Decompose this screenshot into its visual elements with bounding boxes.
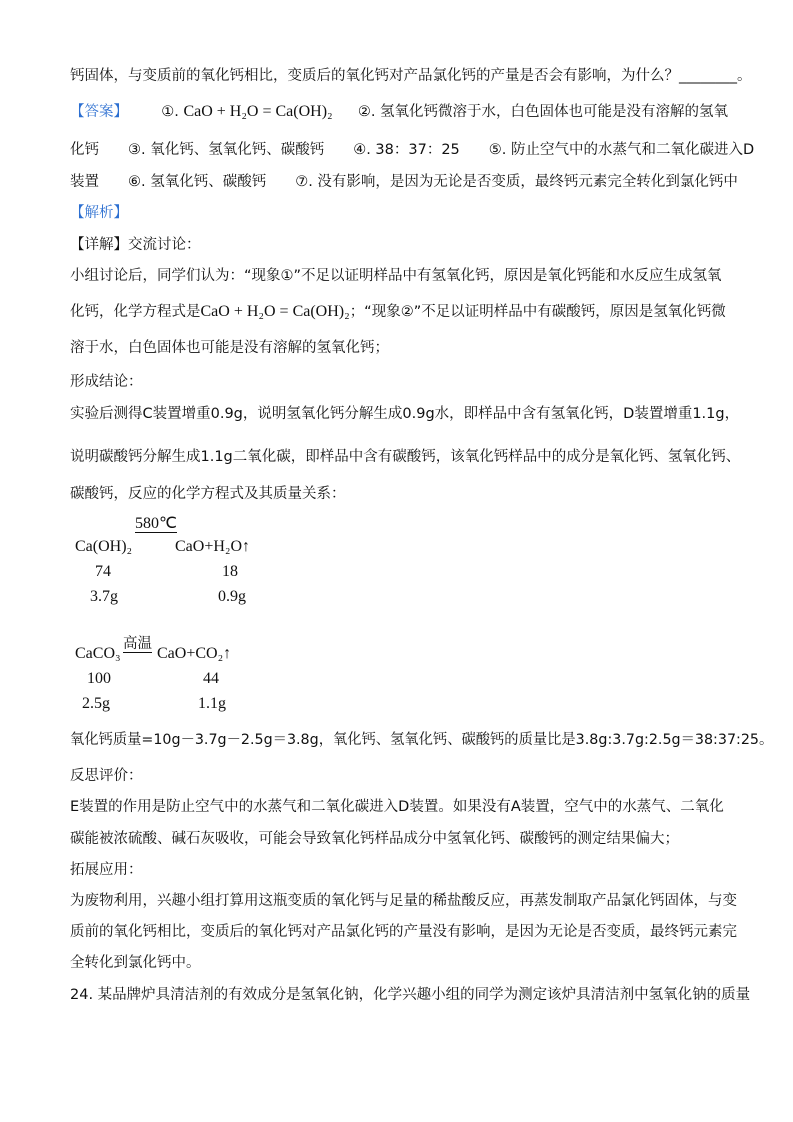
eq2-value-right: 1.1g <box>198 695 226 712</box>
paragraph-1b <box>70 302 726 322</box>
eq2-condition: 高温 <box>123 636 152 652</box>
paragraph-5a: 为废物利用，兴趣小组打算用这瓶变质的氧化钙与足量的稀盐酸反应，再蒸发制取产品氯化钙固体，与变 <box>70 893 737 909</box>
paragraph-1a: 小组讨论后，同学们认为：“现象①”不足以证明样品中有氢氧化钙，原因是氧化钙能和水反应生成氢氧 <box>70 268 722 284</box>
answer-tag: 【答案】 <box>70 104 128 120</box>
paragraph-2a: 实验后测得C装置增重0.9g，说明氢氧化钙分解生成0.9g水，即样品中含有氢氧化钙，D装置增重1.1g， <box>70 406 740 422</box>
eq2-left: CaCO₃ <box>75 645 121 662</box>
eq2-mass-left: 100 <box>87 670 111 687</box>
analysis-tag: 【解析】 <box>70 205 128 221</box>
paragraph-1c: 溶于水，白色固体也可能是没有溶解的氢氧化钙； <box>70 340 389 356</box>
answer-line-2: 化钙 ③. 氧化钙、氢氧化钙、碳酸钙 ④. 38：37：25 ⑤. 防止空气中的水蒸气和二氧化碳进入D <box>70 142 755 158</box>
text-line-1: 钙固体，与变质前的氧化钙相比，变质后的氧化钙对产品氯化钙的产量是否会有影响，为什么？________。 <box>70 68 752 84</box>
eq1-left: Ca(OH)₂ <box>75 538 133 555</box>
eq1-condition: 580℃ <box>135 515 177 532</box>
paragraph-5c: 全转化到氯化钙中。 <box>70 955 201 971</box>
paragraph-1b-pre: 化钙，化学方程式是 <box>70 304 201 320</box>
reflection-heading: 反思评价： <box>70 768 143 784</box>
eq1-value-left: 3.7g <box>90 588 118 605</box>
question-24: 24. 某品牌炉具清洁剂的有效成分是氢氧化钠，化学兴趣小组的同学为测定该炉具清洁剂中氢氧化钠的质量 <box>70 987 751 1003</box>
eq2-value-left: 2.5g <box>82 695 110 712</box>
answer-1-number: ①. <box>161 104 179 120</box>
paragraph-3: 氧化钙质量=10g－3.7g－2.5g＝3.8g，氧化钙、氢氧化钙、碳酸钙的质量比是3.8g:3.7g:2.5g＝38:37:25。 <box>70 732 774 748</box>
eq1-value-right: 0.9g <box>218 588 246 605</box>
answer-line-3: 装置 ⑥. 氢氧化钙、碳酸钙 ⑦. 没有影响，是因为无论是否变质，最终钙元素完全转化到氯化钙中 <box>70 174 738 190</box>
paragraph-2c: 碳酸钙，反应的化学方程式及其质量关系： <box>70 486 346 502</box>
detail-heading: 【详解】交流讨论： <box>70 237 201 253</box>
answer-2: ②. 氢氧化钙微溶于水，白色固体也可能是没有溶解的氢氧 <box>357 104 729 120</box>
answer-1-equation: CaO + H₂O = Ca(OH)₂ <box>183 103 333 120</box>
eq2-mass-right: 44 <box>203 670 219 687</box>
paragraph-2b: 说明碳酸钙分解生成1.1g二氧化碳，即样品中含有碳酸钙，该氧化钙样品中的成分是氧化钙、氢氧化钙、 <box>70 449 741 465</box>
paragraph-4b: 碳能被浓硫酸、碱石灰吸收，可能会导致氧化钙样品成分中氢氧化钙、碳酸钙的测定结果偏大； <box>70 831 679 847</box>
eq1-right: CaO+H₂O↑ <box>175 538 251 555</box>
paragraph-1b-equation: CaO + H₂O = Ca(OH)₂ <box>200 303 350 320</box>
paragraph-1b-post: ；“现象②”不足以证明样品中有碳酸钙，原因是氢氧化钙微 <box>349 304 726 320</box>
eq1-mass-left: 74 <box>95 563 111 580</box>
eq1-mass-right: 18 <box>222 563 238 580</box>
conclusion-heading: 形成结论： <box>70 374 143 390</box>
eq2-right: CaO+CO₂↑ <box>157 645 232 662</box>
answer-line-1 <box>70 102 728 122</box>
extension-heading: 拓展应用： <box>70 862 143 878</box>
paragraph-4a: E装置的作用是防止空气中的水蒸气和二氧化碳进入D装置。如果没有A装置，空气中的水蒸气、二氧化 <box>70 799 724 815</box>
paragraph-5b: 质前的氧化钙相比，变质后的氧化钙对产品氯化钙的产量没有影响，是因为无论是否变质，最终钙元素完 <box>70 924 737 940</box>
